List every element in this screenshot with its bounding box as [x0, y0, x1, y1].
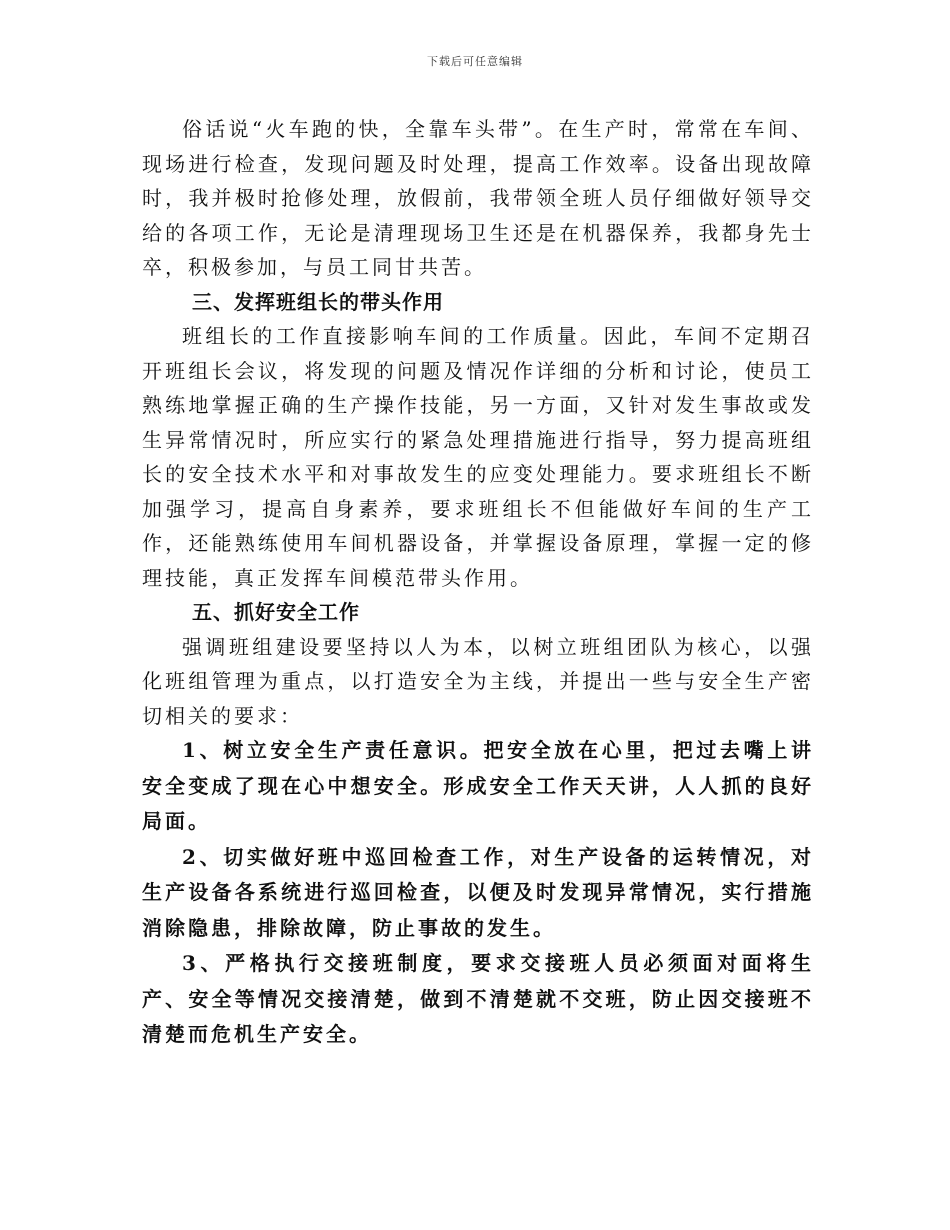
- paragraph-team-leader-role: 班组长的工作直接影响车间的工作质量。因此，车间不定期召开班组长会议，将发现的问题及情况作详细的分析和讨论，使员工熟练地掌握正确的生产操作技能，另一方面，又针对发生事故或发生异常情况时，所应实行的紧急处理措施进行指导，努力提高班组长的安全技术水平和对事故发生的应变处理能力。要求班组长不断加强学习，提高自身素养，要求班组长不但能做好车间的生产工作，还能熟练使用车间机器设备，并掌握设备原理，掌握一定的修理技能，真正发挥车间模范带头作用。: [142, 324, 814, 590]
- list-item-safety-3: 3、严格执行交接班制度，要求交接班人员必须面对面将生产、安全等情况交接清楚，做到不清楚就不交班，防止因交接班不清楚而危机生产安全。: [142, 951, 814, 1046]
- section-heading-five: 五、抓好安全工作: [192, 600, 360, 624]
- list-item-safety-2: 2、切实做好班中巡回检查工作，对生产设备的运转情况，对生产设备各系统进行巡回检查，以便及时发现异常情况，实行措施消除隐患，排除故障，防止事故的发生。: [142, 844, 814, 940]
- page-header-note: 下载后可任意编辑: [427, 55, 523, 68]
- document-body: [142, 112, 814, 1053]
- section-heading-three: 三、发挥班组长的带头作用: [192, 289, 444, 314]
- paragraph-leadership-example: 俗话说“火车跑的快，全靠车头带”。在生产时，常常在车间、现场进行检查，发现问题及时处理，提高工作效率。设备出现故障时，我并极时抢修处理，放假前，我带领全班人员仔细做好领导交给的各项工作，无论是清理现场卫生还是在机器保养，我都身先士卒，积极参加，与员工同甘共苦。: [142, 117, 814, 279]
- paragraph-safety-intro: 强调班组建设要坚持以人为本，以树立班组团队为核心，以强化班组管理为重点，以打造安全为主线，并提出一些与安全生产密切相关的要求：: [142, 634, 814, 728]
- list-item-safety-1: 1、树立安全生产责任意识。把安全放在心里，把过去嘴上讲安全变成了现在心中想安全。形成安全工作天天讲，人人抓的良好局面。: [142, 738, 814, 833]
